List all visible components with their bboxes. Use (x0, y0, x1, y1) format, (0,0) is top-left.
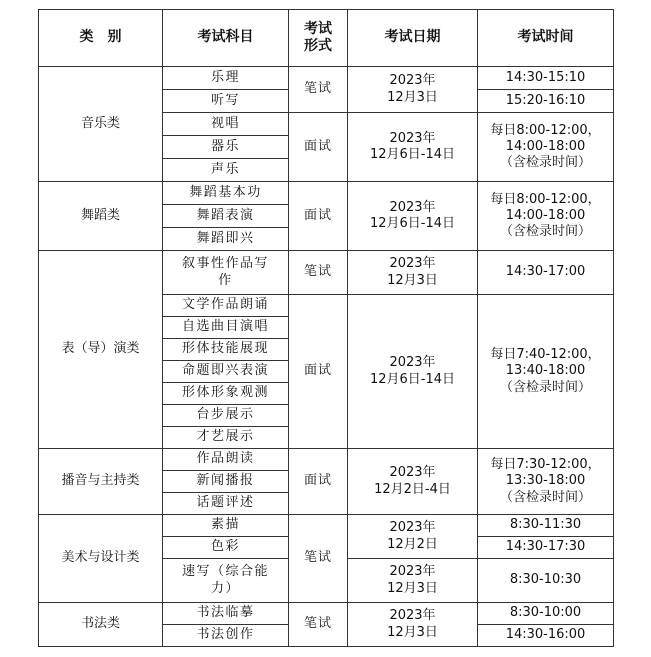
date-range: 12月2日-4日 (374, 481, 451, 497)
date-day: 12月3日 (387, 272, 438, 288)
category-art: 美术与设计类 (39, 515, 163, 603)
subject-cell (163, 559, 289, 603)
time-cell: 14:30-17:00 (478, 251, 614, 295)
subject-cell: 话题评述 (163, 493, 289, 515)
format-cell: 面试 (289, 182, 348, 251)
time-note: （含检录时间） (499, 224, 591, 240)
time-cell: 8:30-11:30 (478, 515, 614, 537)
date-year: 2023年 (389, 199, 436, 215)
time-cell (478, 449, 614, 515)
date-range: 12月6日-14日 (369, 147, 456, 162)
header-category: 类 别 (39, 10, 163, 67)
subject-line: 速写（综合能 (181, 564, 269, 580)
header-format-line2: 形式 (304, 38, 332, 54)
header-date: 考试日期 (348, 10, 478, 67)
date-cell (348, 251, 478, 295)
format-cell: 笔试 (289, 67, 348, 113)
subject-cell: 书法创作 (163, 625, 289, 647)
subject-line: 力） (210, 580, 240, 596)
format-cell: 笔试 (289, 251, 348, 295)
subject-cell: 器乐 (163, 136, 289, 159)
time-cell (478, 182, 614, 251)
date-year: 2023年 (389, 130, 436, 146)
category-calligraphy: 书法类 (39, 603, 163, 647)
date-day: 12月3日 (387, 624, 438, 640)
date-cell (348, 67, 478, 113)
time-note: （含检录时间） (499, 155, 591, 171)
category-performance: 表（导）演类 (39, 251, 163, 449)
subject-cell: 声乐 (163, 159, 289, 182)
subject-cell: 台步展示 (163, 405, 289, 427)
subject-cell (163, 251, 289, 295)
time-line: 14:00-18:00 (505, 207, 586, 223)
exam-schedule-table (38, 9, 614, 647)
time-cell (478, 113, 614, 182)
date-day: 12月3日 (387, 89, 438, 105)
date-year: 2023年 (389, 608, 436, 624)
subject-cell: 舞蹈表演 (163, 205, 289, 228)
subject-cell: 自选曲目演唱 (163, 317, 289, 339)
subject-cell: 命题即兴表演 (163, 361, 289, 383)
time-cell: 15:20-16:10 (478, 90, 614, 113)
date-cell (348, 603, 478, 647)
time-line: 13:30-18:00 (505, 473, 586, 489)
date-cell (348, 113, 478, 182)
time-cell: 14:30-15:10 (478, 67, 614, 90)
header-row (39, 10, 614, 67)
format-cell: 面试 (289, 449, 348, 515)
subject-line: 作 (218, 272, 233, 288)
table-row (39, 449, 614, 471)
subject-cell: 文学作品朗诵 (163, 295, 289, 317)
format-cell: 面试 (289, 113, 348, 182)
date-cell (348, 182, 478, 251)
subject-cell: 书法临摹 (163, 603, 289, 625)
time-cell: 14:30-16:00 (478, 625, 614, 647)
subject-cell: 听写 (163, 90, 289, 113)
header-time: 考试时间 (478, 10, 614, 67)
subject-cell: 形体形象观测 (163, 383, 289, 405)
table-row (39, 515, 614, 537)
subject-cell: 视唱 (163, 113, 289, 136)
date-year: 2023年 (389, 73, 436, 89)
time-note: （含检录时间） (499, 489, 591, 505)
subject-line: 叙事性作品写 (181, 256, 269, 272)
subject-cell: 形体技能展现 (163, 339, 289, 361)
header-format (289, 10, 348, 67)
time-cell: 8:30-10:30 (478, 559, 614, 603)
category-dance: 舞蹈类 (39, 182, 163, 251)
date-cell (348, 515, 478, 559)
time-note: （含检录时间） (499, 379, 591, 395)
subject-cell: 舞蹈即兴 (163, 228, 289, 251)
table-row (39, 67, 614, 90)
date-cell (348, 559, 478, 603)
format-cell: 笔试 (289, 603, 348, 647)
date-day: 12月3日 (387, 580, 438, 596)
time-cell: 8:30-10:00 (478, 603, 614, 625)
time-line: 每日7:30-12:00， (490, 457, 601, 473)
time-line: 每日7:40-12:00， (490, 347, 601, 363)
subject-cell: 色彩 (163, 537, 289, 559)
date-range: 12月6日-14日 (369, 371, 456, 387)
time-line: 14:00-18:00 (505, 138, 586, 154)
table-row (39, 251, 614, 295)
time-line: 每日8:00-12:00， (490, 122, 601, 138)
time-cell: 14:30-17:30 (478, 537, 614, 559)
date-cell (348, 449, 478, 515)
header-subject: 考试科目 (163, 10, 289, 67)
category-music: 音乐类 (39, 67, 163, 182)
date-cell (348, 295, 478, 449)
date-year: 2023年 (389, 355, 436, 371)
time-cell (478, 295, 614, 449)
header-format-line1: 考试 (304, 20, 332, 37)
date-day: 12月2日 (387, 536, 438, 552)
subject-cell: 才艺展示 (163, 427, 289, 449)
subject-cell: 乐理 (163, 67, 289, 90)
time-line: 每日8:00-12:00， (490, 191, 601, 207)
subject-cell: 舞蹈基本功 (163, 182, 289, 205)
table-row (39, 182, 614, 205)
subject-cell: 新闻播报 (163, 471, 289, 493)
date-year: 2023年 (389, 564, 436, 580)
date-year: 2023年 (389, 520, 436, 536)
date-range: 12月6日-14日 (369, 216, 456, 231)
table-row (39, 603, 614, 625)
time-line: 13:40-18:00 (505, 363, 586, 379)
date-year: 2023年 (389, 465, 436, 481)
date-year: 2023年 (389, 256, 436, 272)
format-cell: 面试 (289, 295, 348, 449)
category-broadcast: 播音与主持类 (39, 449, 163, 515)
format-cell: 笔试 (289, 515, 348, 603)
subject-cell: 素描 (163, 515, 289, 537)
subject-cell: 作品朗读 (163, 449, 289, 471)
